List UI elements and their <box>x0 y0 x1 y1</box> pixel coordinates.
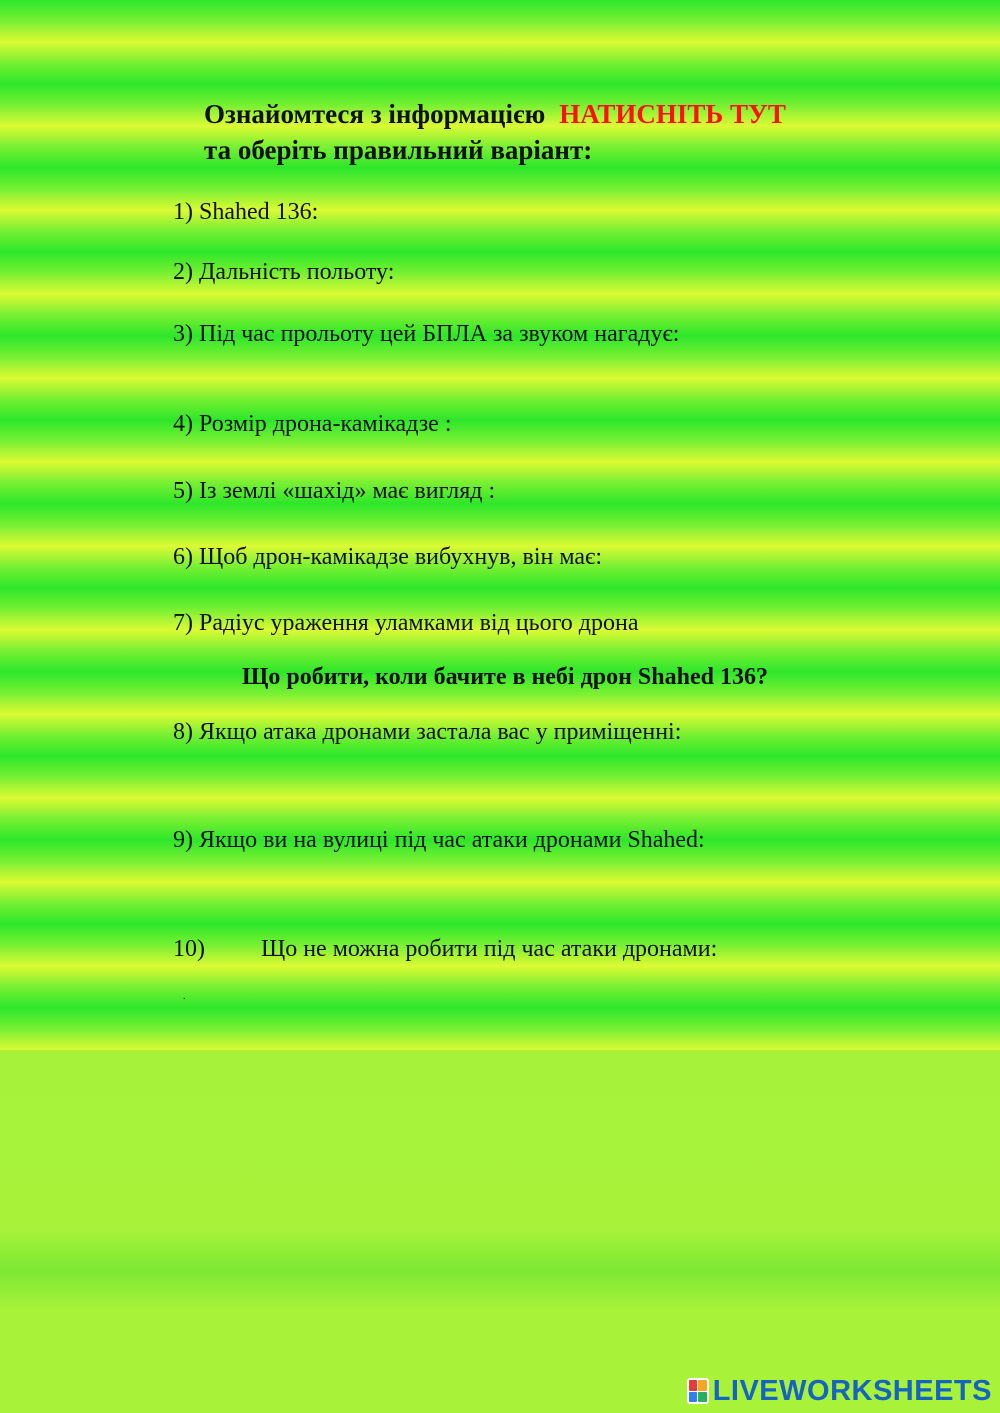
question-10 <box>173 934 717 964</box>
question-10-text: Що не можна робити під час атаки дронами: <box>261 936 718 962</box>
heading-line-1 <box>204 96 786 132</box>
instructions-heading <box>204 96 786 168</box>
question-6: 6) Щоб дрон-камікадзе вибухнув, він має: <box>173 544 602 570</box>
question-2: 2) Дальність польоту: <box>173 259 395 285</box>
section-subheading: Що робити, коли бачите в небі дрон Shahed 136? <box>242 664 768 690</box>
liveworksheets-brand-text: LIVEWORKSHEETS <box>712 1375 992 1407</box>
question-8: 8) Якщо атака дронами застала вас у приміщенні: <box>173 719 682 745</box>
heading-line-2: та оберіть правильний варіант: <box>204 135 593 165</box>
background-lower-band <box>0 1050 1000 1413</box>
click-here-link[interactable]: НАТИСНІТЬ ТУТ <box>559 99 786 129</box>
question-7: 7) Радіус ураження уламками від цього дрона <box>173 610 639 636</box>
question-3: 3) Під час прольоту цей БПЛА за звуком нагадує: <box>173 321 680 347</box>
question-9: 9) Якщо ви на вулиці під час атаки дронами Shahed: <box>173 827 705 853</box>
question-1: 1) Shahed 136: <box>173 199 319 225</box>
stray-dot: . <box>183 991 186 1002</box>
heading-text: Ознайомтеся з інформацією <box>204 99 546 129</box>
liveworksheets-logo[interactable] <box>687 1375 992 1407</box>
liveworksheets-badge-icon <box>687 1378 709 1404</box>
question-5: 5) Із землі «шахід» має вигляд : <box>173 478 496 504</box>
question-10-number: 10) <box>173 936 205 962</box>
question-4: 4) Розмір дрона-камікадзе : <box>173 411 452 437</box>
